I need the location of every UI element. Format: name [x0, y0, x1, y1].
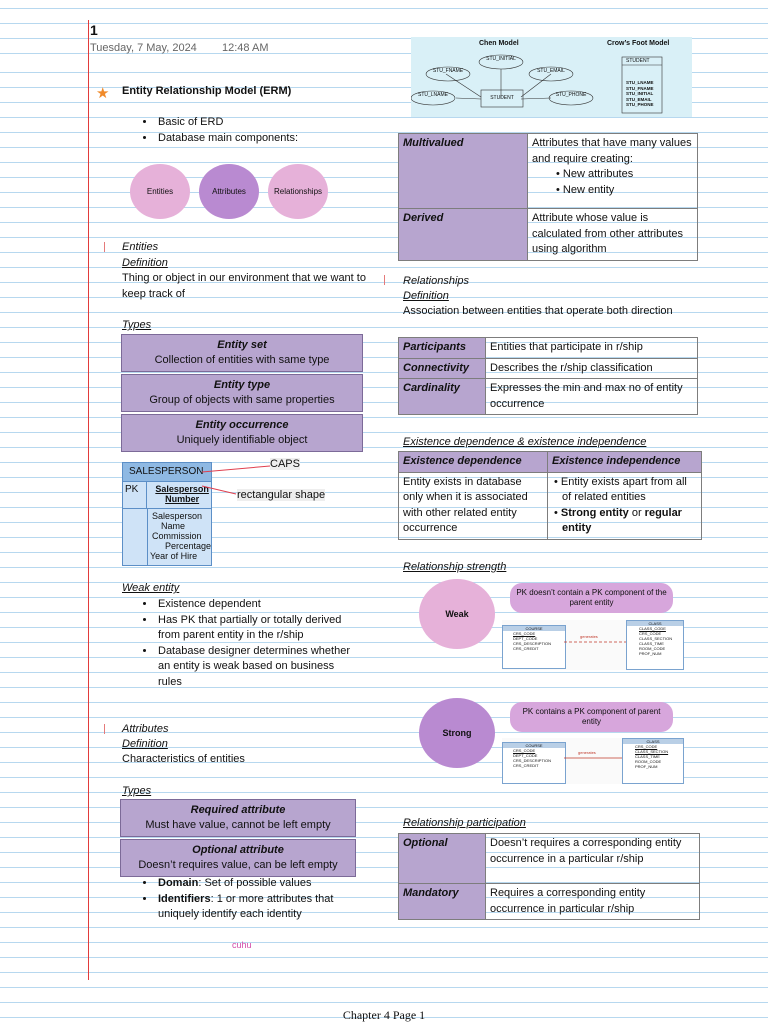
salesperson-entity — [122, 462, 212, 566]
list-item: • Existence dependent — [156, 597, 360, 613]
weak-entity-list — [140, 597, 360, 690]
participation-heading: Relationship participation — [403, 817, 526, 829]
entity-type-box: Entity set Collection of entities with same type — [121, 334, 363, 372]
list-item: • Basic of ERD — [156, 115, 298, 131]
list-item: • Database designer determines whether an entity is weak based on business rules — [156, 644, 360, 691]
attribute-table — [398, 133, 698, 261]
strong-circle: Strong — [419, 698, 495, 768]
tick-mark — [104, 242, 105, 252]
table-row: Cardinality Expresses the min and max no of entity occurrence — [399, 379, 698, 415]
table-row: Mandatory Requires a corresponding entity occurrence in particular r/ship — [399, 884, 700, 920]
page-number: 1 — [90, 22, 98, 38]
list-item: • Domain: Set of possible values — [156, 876, 370, 892]
entities-definition: Thing or object in our environment that we want to keep track of — [122, 272, 366, 300]
existence-heading: Existence dependence & existence independence — [403, 436, 647, 448]
attribute-type-box: Optional attribute Doesn’t requires value, can be left empty — [120, 839, 356, 877]
relationships-heading: Relationships — [403, 275, 470, 287]
tick-mark — [384, 275, 385, 285]
table-row: Participants Entities that participate in r/ship — [399, 338, 698, 359]
attribute-list: Salesperson Name Commission Percentage Year of Hire — [149, 511, 211, 561]
definition-label: Definition — [403, 290, 449, 302]
table-header-row: Existence dependence Existence independence — [399, 452, 702, 473]
attribute-type-box: Required attribute Must have value, cannot be left empty — [120, 799, 356, 837]
caps-note: CAPS — [270, 458, 300, 470]
strong-note: PK contains a PK component of parent entity — [510, 702, 673, 732]
entity-types — [121, 334, 363, 454]
margin-line — [88, 20, 89, 980]
entities-heading: Entities — [122, 241, 159, 253]
entity-type-box: Entity occurrence Uniquely identifiable object — [121, 414, 363, 452]
relationship-table — [398, 337, 698, 415]
model-diagram: Chen Model Crow’s Foot Model STU_INITIAL STU_FNAME STU_EMAIL STU_LNAME STU_PHONE STUDENT STUDENT STU_LNAME STU_FNAME STU_INITIAL STU_EMAIL STU_PHONE — [411, 37, 692, 117]
chen-title: Chen Model — [479, 40, 519, 47]
weak-circle: Weak — [419, 579, 495, 649]
list-item: • Identifiers: 1 or more attributes that uniquely identify each identity — [156, 892, 370, 923]
table-row: Connectivity Describes the r/ship classification — [399, 358, 698, 379]
pk-label: PK — [123, 482, 147, 508]
note-date: Tuesday, 7 May, 2024 — [90, 42, 197, 54]
types-label: Types — [122, 319, 152, 331]
pk-attribute: Salesperson Number — [155, 484, 209, 504]
table-row: Optional Doesn’t requires a corresponding entity occurrence in a particular r/ship — [399, 834, 700, 884]
attribute-types — [120, 799, 356, 879]
definition-label: Definition — [122, 257, 168, 269]
crow-title: Crow’s Foot Model — [607, 40, 670, 47]
table-row: Derived Attribute whose value is calculated from other attributes using algorithm — [399, 209, 698, 261]
existence-table — [398, 451, 702, 540]
entity-name: SALESPERSON — [123, 463, 211, 482]
table-row: Entity exists in database only when it is associated with other related entity occurrence • Entity exists apart from all of related entities • Strong entity or regular entity — [399, 472, 702, 539]
page-title: Entity Relationship Model (ERM) — [122, 85, 292, 97]
types-label: Types — [122, 785, 152, 797]
participation-table — [398, 833, 700, 920]
definition-label: Definition — [122, 738, 168, 750]
list-item: • Has PK that partially or totally derived from parent entity in the r/ship — [156, 613, 360, 644]
attributes-circle: Attributes — [199, 164, 259, 219]
attributes-definition: Characteristics of entities — [122, 753, 245, 765]
weak-entity-heading: Weak entity — [122, 582, 180, 594]
entities-circle: Entities — [130, 164, 190, 219]
weak-note: PK doesn’t contain a PK component of the parent entity — [510, 583, 673, 613]
list-item: • Database main components: — [156, 131, 298, 147]
crow-attrs: STU_LNAME STU_FNAME STU_INITIAL STU_EMAIL STU_PHONE — [626, 80, 654, 107]
star-icon: ★ — [96, 85, 110, 102]
handwriting: cuhu — [232, 940, 252, 950]
note-time: 12:48 AM — [222, 42, 269, 54]
entity-type-box: Entity type Group of objects with same properties — [121, 374, 363, 412]
attributes-heading: Attributes — [122, 723, 169, 735]
shape-note: rectangular shape — [237, 489, 326, 501]
strong-erd: COURSE CRS_CODE DEPT_CODE CRS_DESCRIPTION CRS_CREDIT generates CLASS CRS_CODE CLASS_SECTION CLASS_TIME ROOM_CODE PROF_NUM — [502, 738, 683, 784]
strength-heading: Relationship strength — [403, 561, 507, 573]
weak-erd: COURSE CRS_CODE DEPT_CODE CRS_DESCRIPTION CRS_CREDIT generates CLASS CLASS_CODE CRS_CODE CLASS_SECTION CLASS_TIME ROOM_CODE PROF_NUM — [502, 620, 683, 670]
tick-mark — [104, 724, 105, 734]
page-footer: Chapter 4 Page 1 — [342, 1008, 426, 1022]
relationships-circle: Relationships — [268, 164, 328, 219]
intro-list — [140, 115, 298, 146]
attribute-bullets — [140, 876, 370, 923]
relationships-definition: Association between entities that operate both direction — [403, 305, 673, 317]
entity-label: STUDENT — [490, 95, 514, 101]
table-row: Multivalued Attributes that have many values and require creating: • New attributes • New entity — [399, 134, 698, 209]
